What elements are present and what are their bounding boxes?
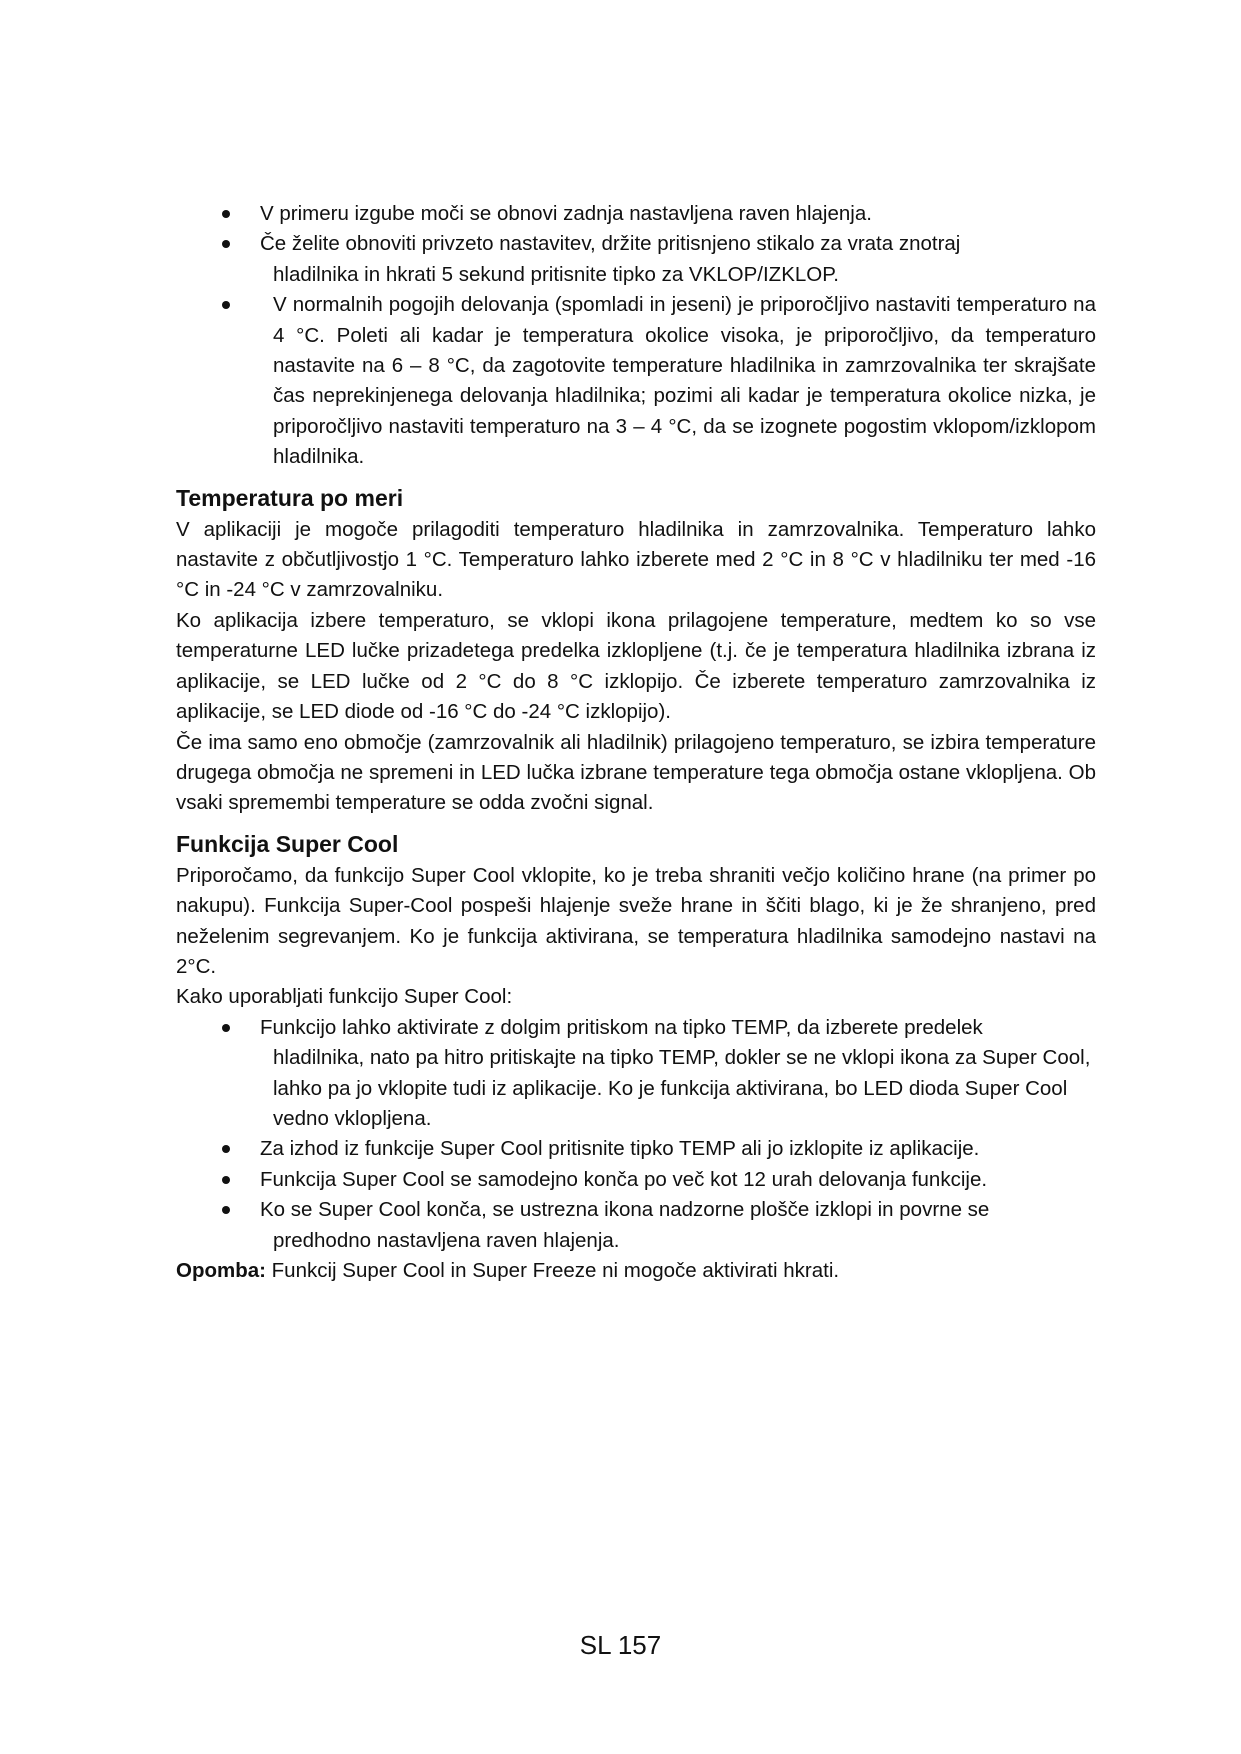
bullet-icon [222, 1176, 230, 1184]
document-page [176, 199, 1096, 1286]
bullet-icon [222, 240, 230, 248]
paragraph: Priporočamo, da funkcijo Super Cool vklopite, ko je treba shraniti večjo količino hrane (na primer po nakupu). Funkcija Super-Cool pospeši hlajenje sveže hrane in ščiti blago, ki je že shranjeno, pred neželenim segrevanjem. Ko je funkcija aktivirana, se temperatura hladilnika samodejno nastavi na 2°C. [176, 863, 1096, 978]
list-item-text: Za izhod iz funkcije Super Cool pritisnite tipko TEMP ali jo izklopite iz aplikacije. [260, 1137, 980, 1161]
list-item-text-continued: hladilnika, nato pa hitro pritiskajte na tipko TEMP, dokler se ne vklopi ikona za Super Cool, lahko pa jo vklopite tudi iz aplikacije. Ko je funkcija aktivirana, bo LED dioda Super Cool vedno vklopljena. [273, 1046, 1091, 1130]
section-heading-super-cool: Funkcija Super Cool [176, 830, 399, 857]
bullet-icon [222, 210, 230, 218]
list-item-text-first-line: Ko se Super Cool konča, se ustrezna ikona nadzorne plošče izklopi in povrne se [260, 1198, 990, 1222]
paragraph: V aplikaciji je mogoče prilagoditi temperaturo hladilnika in zamrzovalnika. Temperaturo lahko nastavite z občutljivostjo 1 °C. Temperaturo lahko izberete med 2 °C in 8 °C v hladilniku ter med -16 °C in -24 °C v zamrzovalniku. [176, 517, 1096, 602]
intro-bullet-list [222, 199, 1096, 473]
list-item [222, 1134, 1096, 1164]
list-item-text: Funkcija Super Cool se samodejno konča po več kot 12 urah delovanja funkcije. [260, 1167, 988, 1191]
list-item [222, 1165, 1096, 1195]
paragraph: Ko aplikacija izbere temperaturo, se vklopi ikona prilagojene temperature, medtem ko so vse temperaturne LED lučke prizadetega predelka izklopljene (t.j. če je temperatura hladilnika izbrana iz aplikacije, se LED lučke od 2 °C do 8 °C izklopijo. Če izberete temperaturo zamrzovalnika iz aplikacije, se LED diode od -16 °C do -24 °C izklopijo). [176, 608, 1096, 724]
super-cool-bullet-list [222, 1013, 1096, 1256]
page-number: SL 157 [579, 1630, 662, 1660]
bullet-icon [222, 1206, 230, 1214]
bullet-icon [222, 301, 230, 309]
list-item [222, 1195, 1096, 1256]
list-item-text-continued: predhodno nastavljena raven hlajenja. [273, 1228, 620, 1252]
list-item [222, 290, 1096, 472]
paragraph: Kako uporabljati funkcijo Super Cool: [176, 985, 513, 1009]
note [176, 1256, 1096, 1286]
note-label: Opomba: [176, 1259, 266, 1282]
bullet-icon [222, 1024, 230, 1032]
list-item [222, 1013, 1096, 1135]
list-item-text: V normalnih pogojih delovanja (spomladi in jeseni) je priporočljivo nastaviti temperaturo na 4 °C. Poleti ali kadar je temperatura okolice visoka, je priporočljivo, da temperaturo nastavite na 6 – 8 °C, da zagotovite temperature hladilnika in zamrzovalnika ter skrajšate čas neprekinjenega delovanja hladilnika; pozimi ali kadar je temperatura okolice nizka, je priporočljivo nastaviti temperaturo na 3 – 4 °C, da se izognete pogostim vklopom/izklopom hladilnika. [273, 293, 1096, 469]
bullet-icon [222, 1145, 230, 1153]
list-item [222, 199, 1096, 229]
list-item-text-first-line: Če želite obnoviti privzeto nastavitev, držite pritisnjeno stikalo za vrata znotraj [260, 232, 961, 256]
note-text: Funkcij Super Cool in Super Freeze ni mogoče aktivirati hkrati. [265, 1259, 840, 1282]
list-item [222, 229, 1096, 290]
list-item-text-continued: hladilnika in hkrati 5 sekund pritisnite tipko za VKLOP/IZKLOP. [273, 262, 839, 286]
paragraph: Če ima samo eno območje (zamrzovalnik ali hladilnik) prilagojeno temperaturo, se izbira temperature drugega območja ne spremeni in LED lučka izbrane temperature tega območja ostane vklopljena. Ob vsaki spremembi temperature se odda zvočni signal. [176, 730, 1096, 815]
section-heading-custom-temperature: Temperatura po meri [176, 484, 404, 511]
list-item-text: V primeru izgube moči se obnovi zadnja nastavljena raven hlajenja. [260, 202, 872, 225]
list-item-text-first-line: Funkcijo lahko aktivirate z dolgim pritiskom na tipko TEMP, da izberete predelek [260, 1015, 983, 1039]
